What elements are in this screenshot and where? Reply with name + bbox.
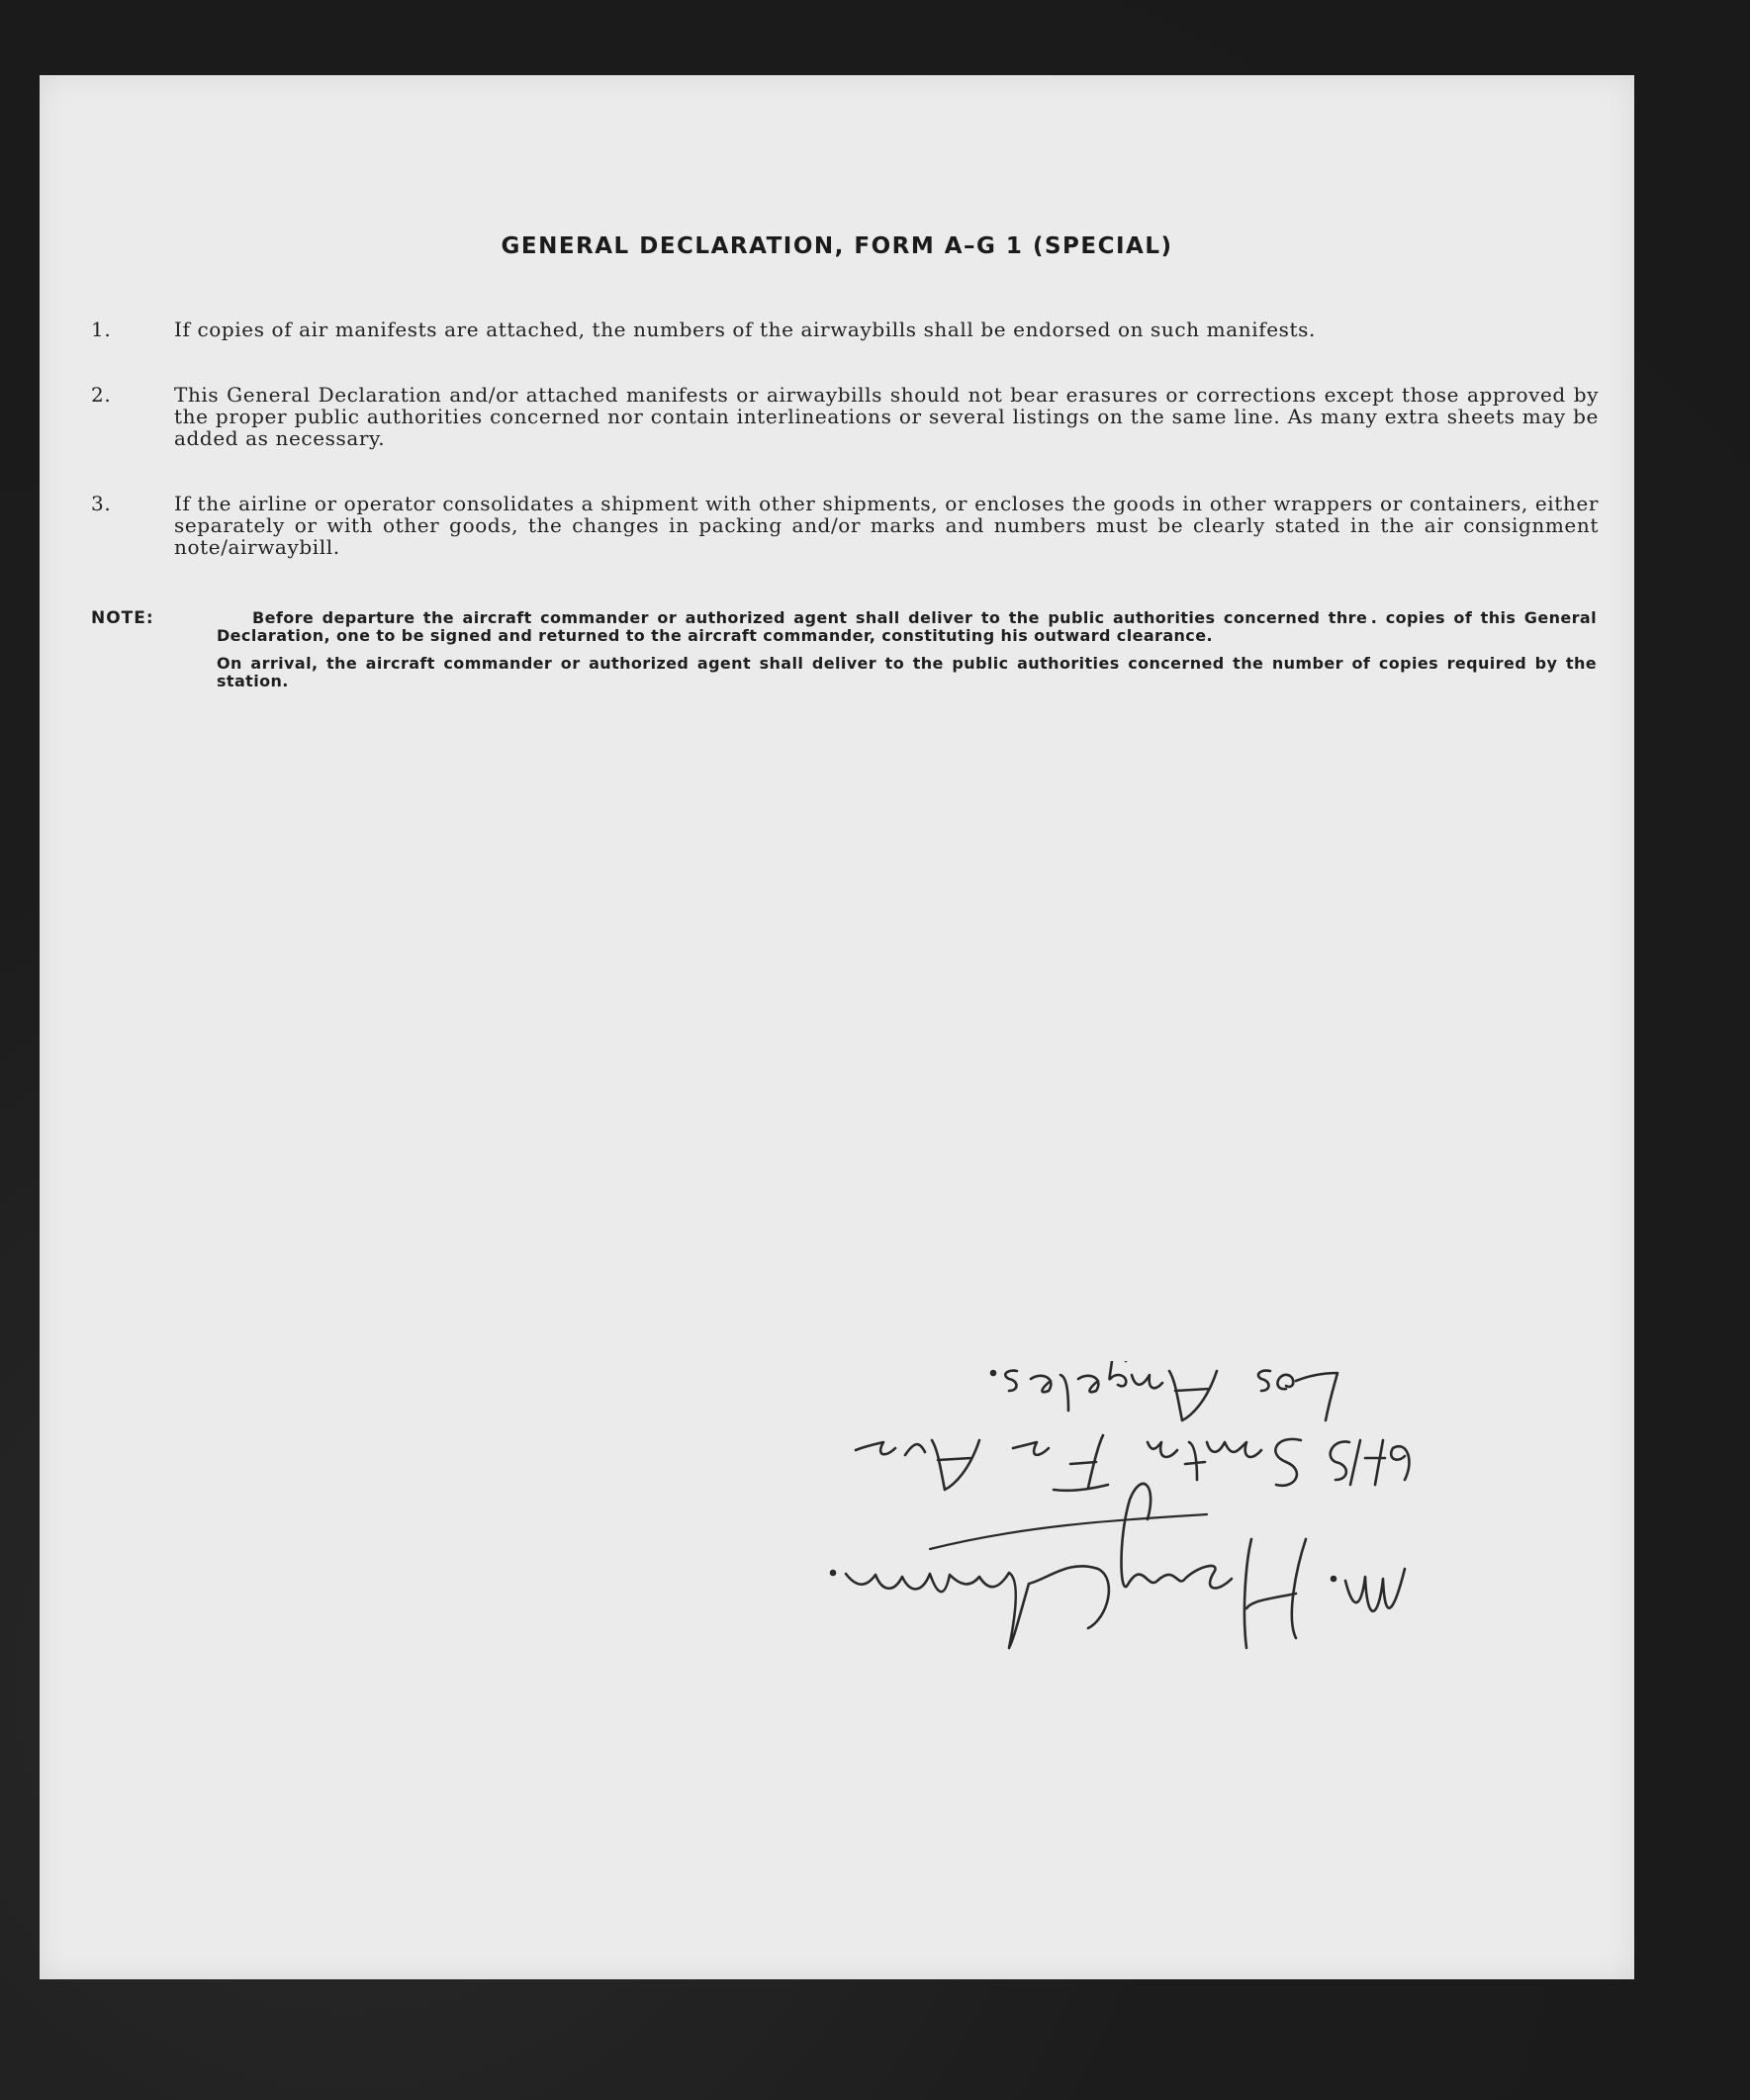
page-title: GENERAL DECLARATION, FORM A–G 1 (SPECIAL) (501, 233, 1173, 259)
item-text: This General Declaration and/or attached manifests or airwaybills should not bear erasures or corrections except those approved by the proper public authorities concerned nor contain interlineations or several listings on the same line. As many extra sheets may be added as necessary. (174, 383, 1599, 450)
note-label: NOTE: (91, 608, 154, 628)
instruction-item-1 (91, 319, 1605, 340)
instruction-item-3 (91, 493, 1605, 558)
handwritten-address (692, 1361, 1444, 1688)
handwriting-drawing (692, 1361, 1444, 1688)
item-text: If the airline or operator consolidates a shipment with other shipments, or encloses the goods in other wrappers or containers, either separately or with other goods, the changes in packing and/or marks and numbers must be clearly stated in the air consignment note/airwaybill. (174, 492, 1599, 559)
instruction-item-2 (91, 384, 1605, 449)
item-number: 1. (91, 318, 112, 341)
note-paragraph-departure: Before departure the aircraft commander or authorized agent shall deliver to the public authorities concerned thre . copies of this General Declaration, one to be signed and returned to the aircraft commander, constituting his outward clearance. (217, 608, 1597, 645)
item-number: 2. (91, 383, 112, 407)
note-paragraph-arrival: On arrival, the aircraft commander or authorized agent shall deliver to the public authorities concerned the number of copies required by the station. (217, 654, 1597, 690)
document-page (40, 75, 1634, 1979)
item-number: 3. (91, 492, 112, 515)
note-section (91, 609, 1605, 690)
item-text: If copies of air manifests are attached, the numbers of the airwaybills shall be endorsed on such manifests. (174, 318, 1316, 341)
